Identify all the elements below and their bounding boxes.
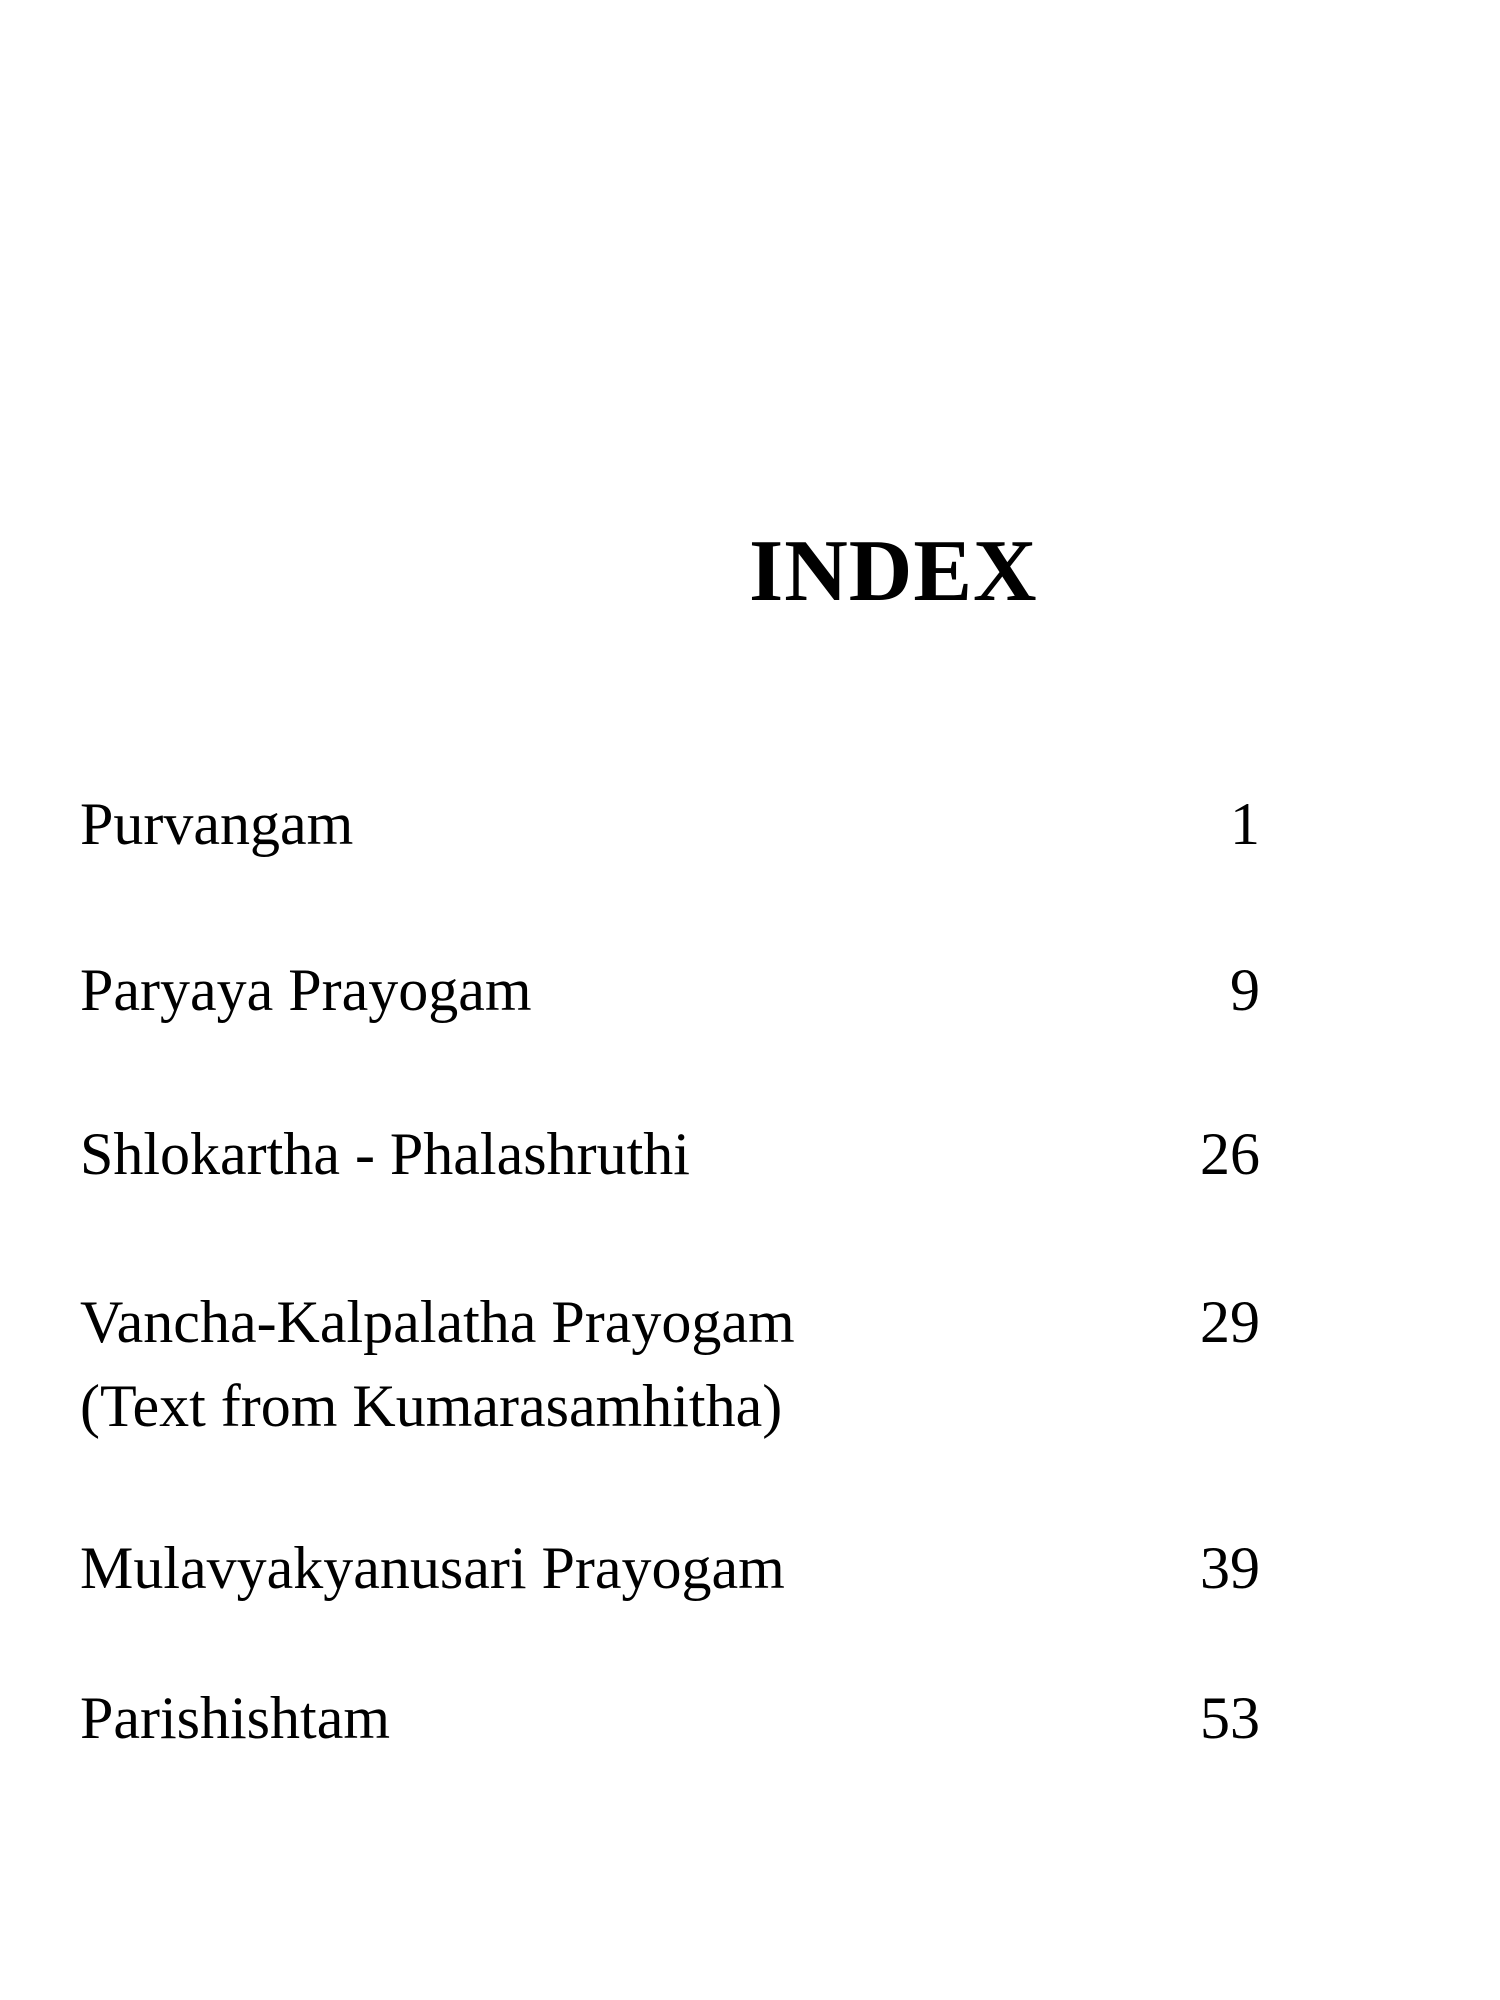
entry-page-number: 1 [1230, 791, 1260, 857]
entry-label-line2: (Text from Kumarasamhitha) [80, 1373, 783, 1439]
entry-page-number: 39 [1200, 1535, 1260, 1601]
entry-label: Shlokartha - Phalashruthi [80, 1121, 690, 1187]
entry-label: Purvangam [80, 791, 354, 857]
entry-page-number: 29 [1200, 1289, 1260, 1355]
page-title: INDEX [749, 523, 1038, 620]
entry-label: Mulavyakyanusari Prayogam [80, 1535, 785, 1601]
entry-page-number: 9 [1230, 957, 1260, 1023]
entry-page-number: 26 [1200, 1121, 1260, 1187]
entry-label: Paryaya Prayogam [80, 957, 532, 1023]
entry-label [80, 1280, 795, 1448]
entry-page-number: 53 [1200, 1685, 1260, 1751]
entry-label-line1: Vancha-Kalpalatha Prayogam [80, 1289, 795, 1355]
entry-label: Parishishtam [80, 1685, 390, 1751]
